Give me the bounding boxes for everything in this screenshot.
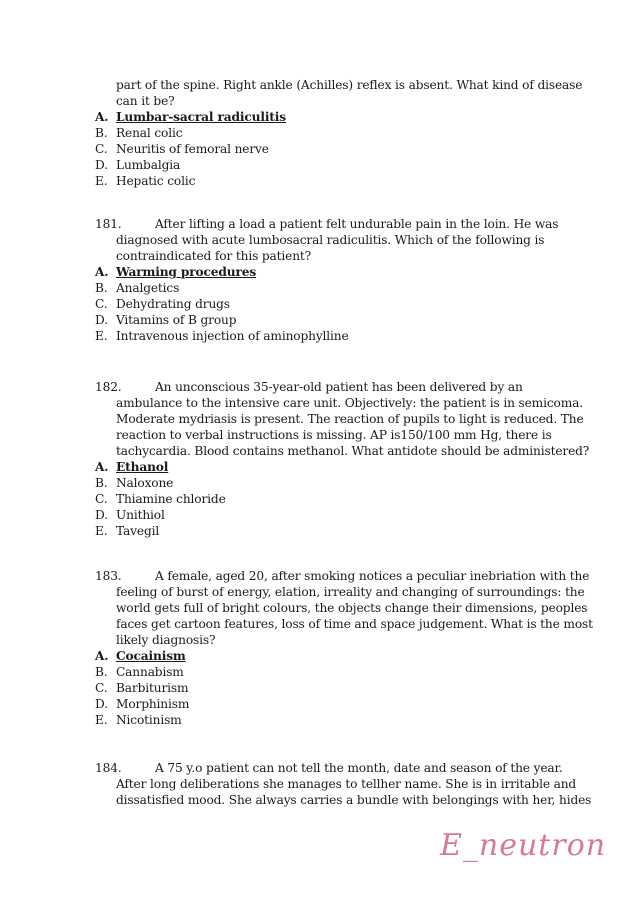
option-text: Thiamine chloride	[116, 492, 226, 506]
option-text: Nicotinism	[116, 713, 182, 727]
option-letter: D.	[95, 508, 108, 522]
correct-answer-text: Ethanol	[116, 460, 169, 474]
question-text-line: diagnosed with acute lumbosacral radiculitis. Which of the following is	[116, 233, 545, 247]
question-text-line: reaction to verbal instructions is missing. AP is150/100 mm Hg, there is	[116, 428, 552, 442]
option-letter: A.	[95, 110, 109, 124]
question-text-line: A female, aged 20, after smoking notices a peculiar inebriation with the	[155, 569, 590, 583]
watermark-logo: E_neutron	[440, 828, 607, 863]
question-text-line: faces get cartoon features, loss of time and space judgement. What is the most	[116, 617, 593, 631]
question-number: 181.	[95, 217, 122, 231]
question-number: 183.	[95, 569, 122, 583]
option-text: Tavegil	[116, 524, 160, 538]
question-text-line: ambulance to the intensive care unit. Objectively: the patient is in semicoma.	[116, 396, 583, 410]
option-text: Neuritis of femoral nerve	[116, 142, 269, 156]
option-text: Lumbalgia	[116, 158, 181, 172]
option-letter: C.	[95, 142, 108, 156]
option-text: Morphinism	[116, 697, 190, 711]
option-letter: E.	[95, 329, 108, 343]
question-number: 184.	[95, 761, 122, 775]
correct-answer-text: Lumbar-sacral radiculitis	[116, 110, 286, 124]
option-letter: E.	[95, 713, 108, 727]
option-letter: A.	[95, 460, 109, 474]
option-text: Cannabism	[116, 665, 184, 679]
question-text-line: can it be?	[116, 94, 175, 108]
question-text-line: After lifting a load a patient felt undurable pain in the loin. He was	[155, 217, 559, 231]
option-text: Intravenous injection of aminophylline	[116, 329, 349, 343]
option-letter: B.	[95, 281, 108, 295]
option-letter: D.	[95, 313, 108, 327]
question-text-line: world gets full of bright colours, the objects change their dimensions, peoples	[116, 601, 588, 615]
question-text-line: feeling of burst of energy, elation, irreality and changing of surroundings: the	[116, 585, 585, 599]
question-text-line: Moderate mydriasis is present. The reaction of pupils to light is reduced. The	[116, 412, 584, 426]
question-text-line: likely diagnosis?	[116, 633, 216, 647]
option-letter: E.	[95, 524, 108, 538]
correct-answer-text: Warming procedures	[116, 265, 257, 279]
question-text-line: After long deliberations she manages to tellher name. She is in irritable and	[116, 777, 577, 791]
option-letter: B.	[95, 665, 108, 679]
option-letter: C.	[95, 492, 108, 506]
question-text-line: dissatisfied mood. She always carries a bundle with belongings with her, hides	[116, 793, 592, 807]
option-letter: D.	[95, 158, 108, 172]
option-letter: E.	[95, 174, 108, 188]
option-text: Vitamins of B group	[116, 313, 237, 327]
option-letter: C.	[95, 297, 108, 311]
option-text: Hepatic colic	[116, 174, 196, 188]
correct-answer-text: Cocainism	[116, 649, 186, 663]
option-letter: C.	[95, 681, 108, 695]
option-letter: D.	[95, 697, 108, 711]
option-text: Barbiturism	[116, 681, 189, 695]
option-text: Naloxone	[116, 476, 174, 490]
option-text: Dehydrating drugs	[116, 297, 230, 311]
option-letter: A.	[95, 649, 109, 663]
question-text-line: contraindicated for this patient?	[116, 249, 312, 263]
option-letter: A.	[95, 265, 109, 279]
question-text-line: part of the spine. Right ankle (Achilles) reflex is absent. What kind of disease	[116, 78, 583, 92]
option-letter: B.	[95, 476, 108, 490]
question-text-line: An unconscious 35-year-old patient has been delivered by an	[155, 380, 523, 394]
option-text: Unithiol	[116, 508, 165, 522]
option-text: Analgetics	[116, 281, 180, 295]
question-number: 182.	[95, 380, 122, 394]
question-text-line: tachycardia. Blood contains methanol. What antidote should be administered?	[116, 444, 590, 458]
option-text: Renal colic	[116, 126, 183, 140]
option-letter: B.	[95, 126, 108, 140]
question-text-line: A 75 y.o patient can not tell the month, date and season of the year.	[155, 761, 563, 775]
